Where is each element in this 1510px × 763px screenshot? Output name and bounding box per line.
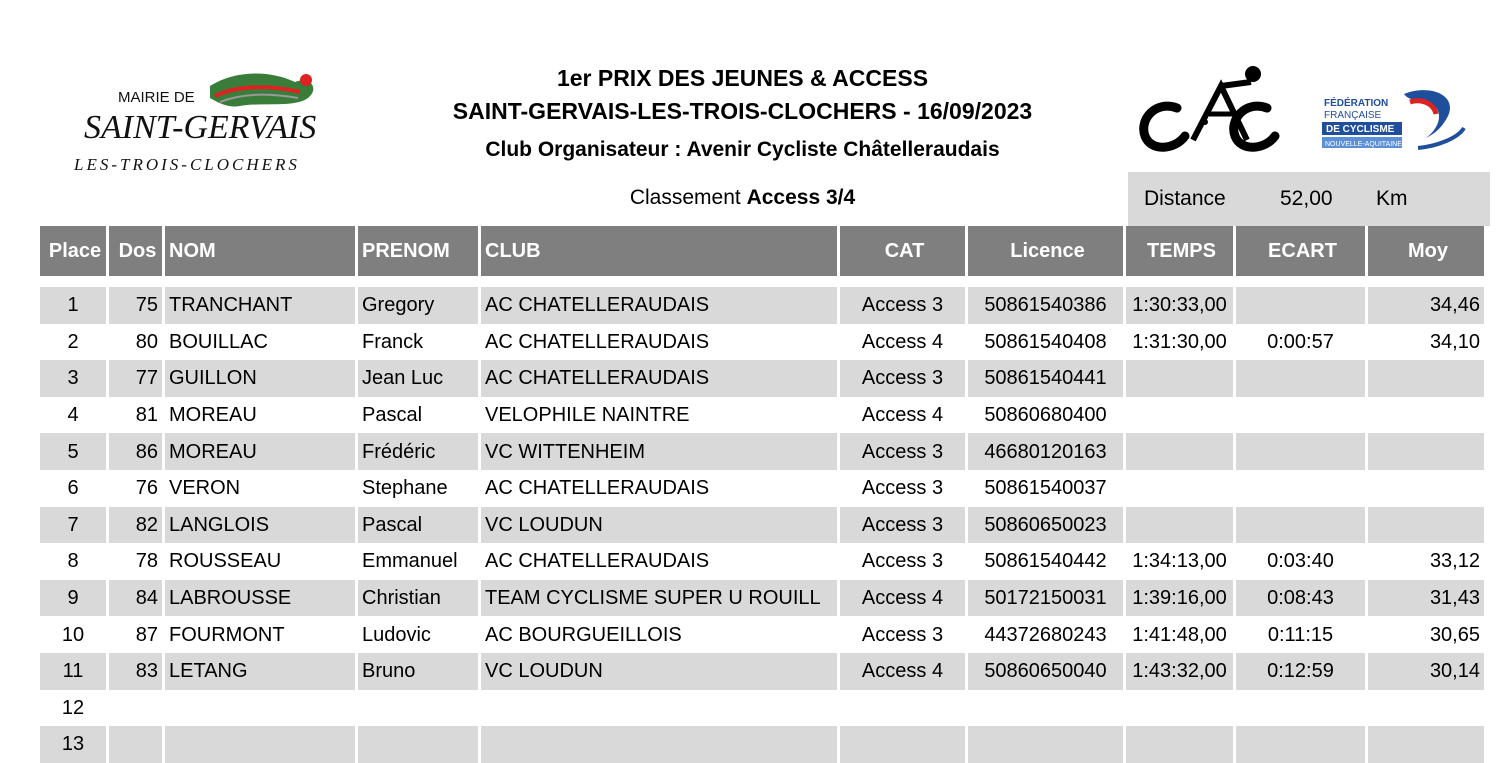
cell-club: AC BOURGUEILLOIS bbox=[481, 616, 837, 653]
svg-text:DE CYCLISME: DE CYCLISME bbox=[1326, 124, 1395, 135]
table-row bbox=[40, 276, 1484, 324]
cell-ecart bbox=[1236, 690, 1365, 727]
ranking-category: Access 3/4 bbox=[746, 186, 856, 209]
table-header-row bbox=[40, 226, 1484, 276]
cell-moy: 34,46 bbox=[1368, 276, 1484, 324]
ranking-heading bbox=[400, 184, 1085, 212]
cell-ecart: 0:12:59 bbox=[1236, 653, 1365, 690]
col-header-club: CLUB bbox=[481, 226, 837, 276]
cell-licence bbox=[968, 726, 1123, 763]
col-header-temps: TEMPS bbox=[1126, 226, 1233, 276]
cell-prenom: Bruno bbox=[358, 653, 478, 690]
cell-moy: 30,14 bbox=[1368, 653, 1484, 690]
col-header-nom: NOM bbox=[165, 226, 355, 276]
col-header-place: Place bbox=[40, 226, 106, 276]
cell-ecart bbox=[1236, 433, 1365, 470]
cell-prenom: Jean Luc bbox=[358, 360, 478, 397]
ac-club-logo bbox=[1135, 60, 1285, 155]
cell-licence: 50172150031 bbox=[968, 580, 1123, 617]
cell-ecart bbox=[1236, 507, 1365, 544]
cell-nom: VERON bbox=[165, 470, 355, 507]
cell-prenom: Pascal bbox=[358, 397, 478, 434]
organizer-club: Club Organisateur : Avenir Cycliste Châtelleraudais bbox=[485, 138, 1000, 161]
event-title: 1er PRIX DES JEUNES & ACCESS bbox=[556, 65, 929, 91]
cell-nom: GUILLON bbox=[165, 360, 355, 397]
cell-place: 9 bbox=[40, 580, 106, 617]
cell-ecart: 0:11:15 bbox=[1236, 616, 1365, 653]
cell-prenom: Frédéric bbox=[358, 433, 478, 470]
cell-prenom: Ludovic bbox=[358, 616, 478, 653]
cell-cat: Access 4 bbox=[840, 653, 965, 690]
cell-ecart bbox=[1236, 360, 1365, 397]
cell-licence: 50861540408 bbox=[968, 324, 1123, 361]
cell-cat: Access 4 bbox=[840, 324, 965, 361]
cell-licence: 50860650040 bbox=[968, 653, 1123, 690]
table-row bbox=[40, 397, 1484, 434]
cell-licence: 50861540442 bbox=[968, 543, 1123, 580]
cell-dos: 80 bbox=[109, 324, 162, 361]
cell-temps bbox=[1126, 433, 1233, 470]
svg-text:SAINT-GERVAIS: SAINT-GERVAIS bbox=[84, 109, 317, 146]
cell-club: AC CHATELLERAUDAIS bbox=[481, 276, 837, 324]
distance-value: 52,00 bbox=[1280, 187, 1333, 210]
cell-licence: 46680120163 bbox=[968, 433, 1123, 470]
cell-nom: TRANCHANT bbox=[165, 276, 355, 324]
cell-dos: 81 bbox=[109, 397, 162, 434]
cell-prenom bbox=[358, 726, 478, 763]
ffc-swoosh-icon bbox=[1318, 88, 1468, 153]
svg-text:FÉDÉRATION: FÉDÉRATION bbox=[1324, 98, 1389, 109]
cell-club: TEAM CYCLISME SUPER U ROUILL bbox=[481, 580, 837, 617]
cell-temps bbox=[1126, 470, 1233, 507]
table-row bbox=[40, 360, 1484, 397]
cell-dos: 76 bbox=[109, 470, 162, 507]
svg-text:MAIRIE DE: MAIRIE DE bbox=[118, 89, 195, 106]
cell-dos: 77 bbox=[109, 360, 162, 397]
cell-ecart bbox=[1236, 276, 1365, 324]
cell-ecart: 0:03:40 bbox=[1236, 543, 1365, 580]
mairie-logo bbox=[70, 68, 340, 180]
cell-moy: 31,43 bbox=[1368, 580, 1484, 617]
cell-licence: 50861540037 bbox=[968, 470, 1123, 507]
cell-temps: 1:39:16,00 bbox=[1126, 580, 1233, 617]
cell-dos bbox=[109, 726, 162, 763]
col-header-licence: Licence bbox=[968, 226, 1123, 276]
cell-prenom bbox=[358, 690, 478, 727]
cyclist-icon bbox=[1135, 60, 1285, 155]
distance-box bbox=[1128, 172, 1490, 226]
cell-temps bbox=[1126, 360, 1233, 397]
cell-moy bbox=[1368, 726, 1484, 763]
cell-ecart bbox=[1236, 726, 1365, 763]
cell-dos: 82 bbox=[109, 507, 162, 544]
svg-text:FRANÇAISE: FRANÇAISE bbox=[1324, 110, 1382, 121]
cell-prenom: Christian bbox=[358, 580, 478, 617]
cell-temps: 1:30:33,00 bbox=[1126, 276, 1233, 324]
cell-cat bbox=[840, 726, 965, 763]
cell-club: VC LOUDUN bbox=[481, 507, 837, 544]
cell-temps: 1:43:32,00 bbox=[1126, 653, 1233, 690]
cell-place: 4 bbox=[40, 397, 106, 434]
cell-cat: Access 3 bbox=[840, 470, 965, 507]
cell-nom: MOREAU bbox=[165, 433, 355, 470]
cell-moy bbox=[1368, 360, 1484, 397]
cell-nom: LETANG bbox=[165, 653, 355, 690]
cell-temps: 1:34:13,00 bbox=[1126, 543, 1233, 580]
cell-place: 13 bbox=[40, 726, 106, 763]
cell-moy: 33,12 bbox=[1368, 543, 1484, 580]
cell-cat: Access 4 bbox=[840, 397, 965, 434]
cell-place: 11 bbox=[40, 653, 106, 690]
cell-temps bbox=[1126, 397, 1233, 434]
cell-dos: 83 bbox=[109, 653, 162, 690]
cell-temps: 1:41:48,00 bbox=[1126, 616, 1233, 653]
col-header-dos: Dos bbox=[109, 226, 162, 276]
cell-place: 1 bbox=[40, 276, 106, 324]
cell-temps bbox=[1126, 690, 1233, 727]
results-table bbox=[37, 226, 1487, 763]
cell-nom: MOREAU bbox=[165, 397, 355, 434]
cell-dos bbox=[109, 690, 162, 727]
cell-club: VC LOUDUN bbox=[481, 653, 837, 690]
cell-cat: Access 3 bbox=[840, 543, 965, 580]
cell-prenom: Gregory bbox=[358, 276, 478, 324]
table-row bbox=[40, 653, 1484, 690]
table-row bbox=[40, 507, 1484, 544]
cell-cat: Access 3 bbox=[840, 616, 965, 653]
cell-place: 5 bbox=[40, 433, 106, 470]
cell-nom bbox=[165, 690, 355, 727]
cell-dos: 84 bbox=[109, 580, 162, 617]
cell-moy: 30,65 bbox=[1368, 616, 1484, 653]
cell-place: 10 bbox=[40, 616, 106, 653]
cell-cat: Access 3 bbox=[840, 507, 965, 544]
cell-licence: 50860680400 bbox=[968, 397, 1123, 434]
cell-moy bbox=[1368, 433, 1484, 470]
col-header-prenom: PRENOM bbox=[358, 226, 478, 276]
distance-unit: Km bbox=[1376, 187, 1408, 210]
cell-prenom: Emmanuel bbox=[358, 543, 478, 580]
col-header-moy: Moy bbox=[1368, 226, 1484, 276]
cell-cat: Access 3 bbox=[840, 276, 965, 324]
event-location-date: SAINT-GERVAIS-LES-TROIS-CLOCHERS - 16/09/2023 bbox=[452, 98, 1033, 124]
cell-nom: LABROUSSE bbox=[165, 580, 355, 617]
cell-place: 7 bbox=[40, 507, 106, 544]
cell-dos: 87 bbox=[109, 616, 162, 653]
svg-text:LES-TROIS-CLOCHERS: LES-TROIS-CLOCHERS bbox=[74, 155, 300, 174]
cell-prenom: Stephane bbox=[358, 470, 478, 507]
cell-licence: 44372680243 bbox=[968, 616, 1123, 653]
rooster-icon bbox=[70, 68, 340, 180]
cell-ecart bbox=[1236, 397, 1365, 434]
cell-club bbox=[481, 726, 837, 763]
cell-moy bbox=[1368, 397, 1484, 434]
cell-ecart: 0:08:43 bbox=[1236, 580, 1365, 617]
ranking-prefix: Classement bbox=[629, 186, 741, 209]
cell-club: VELOPHILE NAINTRE bbox=[481, 397, 837, 434]
cell-nom bbox=[165, 726, 355, 763]
table-row bbox=[40, 690, 1484, 727]
cell-temps bbox=[1126, 726, 1233, 763]
cell-nom: LANGLOIS bbox=[165, 507, 355, 544]
cell-club: AC CHATELLERAUDAIS bbox=[481, 360, 837, 397]
table-row bbox=[40, 580, 1484, 617]
cell-nom: FOURMONT bbox=[165, 616, 355, 653]
cell-club: AC CHATELLERAUDAIS bbox=[481, 543, 837, 580]
cell-place: 3 bbox=[40, 360, 106, 397]
cell-licence: 50861540441 bbox=[968, 360, 1123, 397]
cell-club: AC CHATELLERAUDAIS bbox=[481, 324, 837, 361]
table-row bbox=[40, 726, 1484, 763]
table-row bbox=[40, 543, 1484, 580]
cell-dos: 86 bbox=[109, 433, 162, 470]
distance-label: Distance bbox=[1144, 187, 1226, 210]
cell-temps: 1:31:30,00 bbox=[1126, 324, 1233, 361]
cell-cat: Access 4 bbox=[840, 580, 965, 617]
col-header-ecart: ECART bbox=[1236, 226, 1365, 276]
table-row bbox=[40, 470, 1484, 507]
cell-nom: BOUILLAC bbox=[165, 324, 355, 361]
cell-ecart bbox=[1236, 470, 1365, 507]
cell-dos: 78 bbox=[109, 543, 162, 580]
cell-cat bbox=[840, 690, 965, 727]
svg-text:NOUVELLE-AQUITAINE: NOUVELLE-AQUITAINE bbox=[1325, 141, 1402, 148]
cell-temps bbox=[1126, 507, 1233, 544]
cell-ecart: 0:00:57 bbox=[1236, 324, 1365, 361]
cell-nom: ROUSSEAU bbox=[165, 543, 355, 580]
cell-cat: Access 3 bbox=[840, 360, 965, 397]
table-row bbox=[40, 324, 1484, 361]
cell-prenom: Pascal bbox=[358, 507, 478, 544]
cell-moy bbox=[1368, 470, 1484, 507]
cell-place: 8 bbox=[40, 543, 106, 580]
table-row bbox=[40, 616, 1484, 653]
event-title-block bbox=[400, 62, 1085, 168]
cell-place: 2 bbox=[40, 324, 106, 361]
col-header-cat: CAT bbox=[840, 226, 965, 276]
cell-licence bbox=[968, 690, 1123, 727]
table-row bbox=[40, 433, 1484, 470]
ffc-logo bbox=[1318, 88, 1468, 153]
cell-licence: 50860650023 bbox=[968, 507, 1123, 544]
cell-moy bbox=[1368, 690, 1484, 727]
cell-dos: 75 bbox=[109, 276, 162, 324]
cell-prenom: Franck bbox=[358, 324, 478, 361]
cell-club: VC WITTENHEIM bbox=[481, 433, 837, 470]
cell-licence: 50861540386 bbox=[968, 276, 1123, 324]
cell-place: 12 bbox=[40, 690, 106, 727]
cell-moy bbox=[1368, 507, 1484, 544]
cell-club bbox=[481, 690, 837, 727]
cell-place: 6 bbox=[40, 470, 106, 507]
cell-moy: 34,10 bbox=[1368, 324, 1484, 361]
cell-club: AC CHATELLERAUDAIS bbox=[481, 470, 837, 507]
cell-cat: Access 3 bbox=[840, 433, 965, 470]
